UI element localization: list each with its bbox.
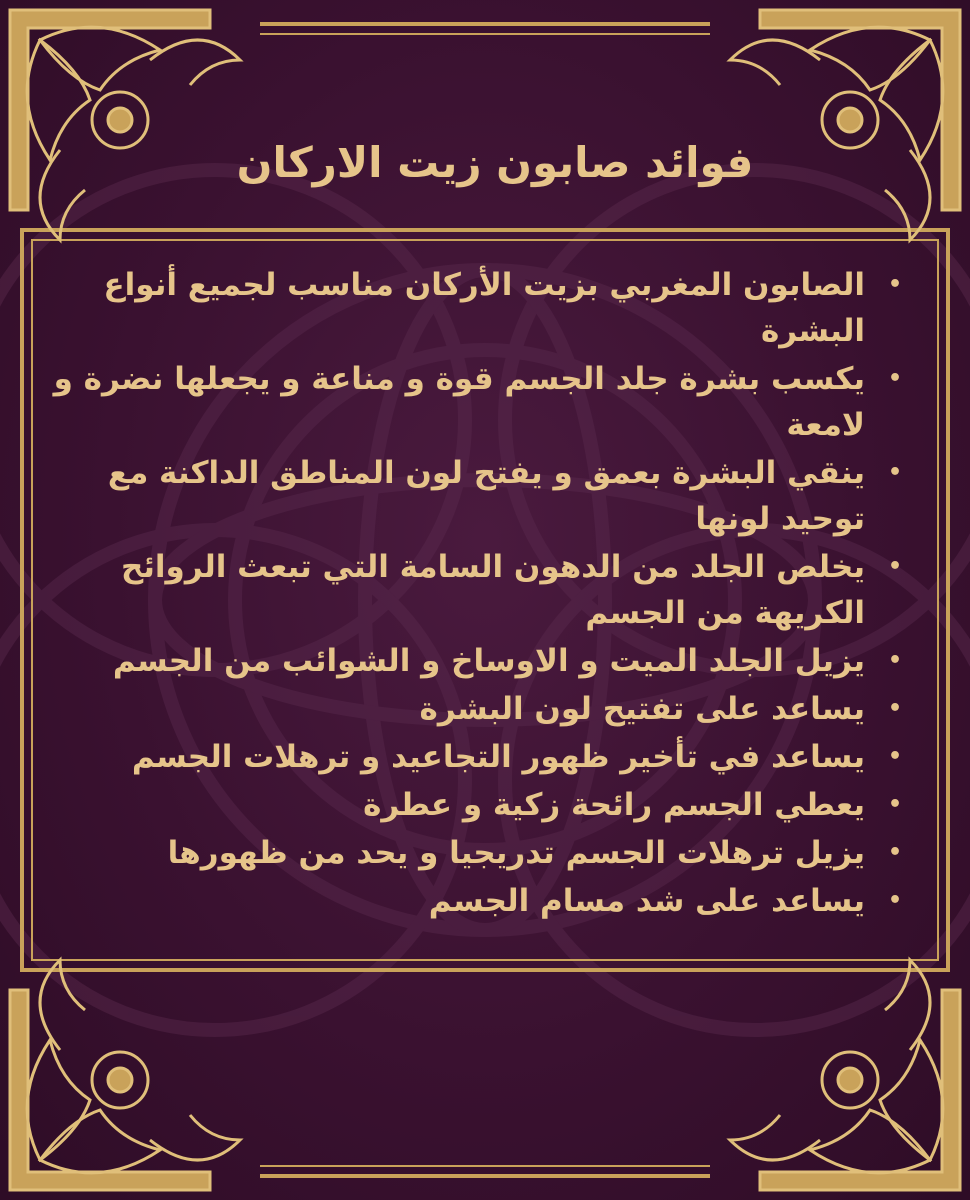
list-item: • يساعد على تفتيح لون البشرة	[40, 686, 865, 732]
bullet-icon: •	[887, 696, 903, 721]
list-item: • يزيل الجلد الميت و الاوساخ و الشوائب من الجسم	[40, 638, 865, 684]
bullet-icon: •	[887, 888, 903, 913]
list-item: • ينقي البشرة بعمق و يفتح لون المناطق الداكنة مع توحيد لونها	[40, 450, 865, 542]
benefits-list	[40, 262, 903, 926]
list-item: • يساعد في تأخير ظهور التجاعيد و ترهلات الجسم	[40, 734, 865, 780]
list-item: • يخلص الجلد من الدهون السامة التي تبعث الروائح الكريهة من الجسم	[40, 544, 865, 636]
list-item: • يعطي الجسم رائحة زكية و عطرة	[40, 782, 865, 828]
list-item: • يساعد على شد مسام الجسم	[40, 878, 865, 924]
list-item: • الصابون المغربي بزيت الأركان مناسب لجميع أنواع البشرة	[40, 262, 865, 354]
corner-ornament-top-right	[730, 10, 960, 240]
bullet-icon: •	[887, 554, 903, 579]
corner-ornament-bottom-right	[730, 960, 960, 1190]
list-item: • يكسب بشرة جلد الجسم قوة و مناعة و يجعلها نضرة و لامعة	[40, 356, 865, 448]
page-title: فوائد صابون زيت الاركان	[236, 138, 754, 187]
bullet-icon: •	[887, 366, 903, 391]
bullet-icon: •	[887, 460, 903, 485]
bullet-icon: •	[887, 272, 903, 297]
bullet-icon: •	[887, 792, 903, 817]
bullet-icon: •	[887, 648, 903, 673]
bullet-icon: •	[887, 840, 903, 865]
list-item: • يزيل ترهلات الجسم تدريجيا و يحد من ظهورها	[40, 830, 865, 876]
corner-ornament-bottom-left	[10, 960, 240, 1190]
corner-ornament-top-left	[10, 10, 240, 240]
bullet-icon: •	[887, 744, 903, 769]
